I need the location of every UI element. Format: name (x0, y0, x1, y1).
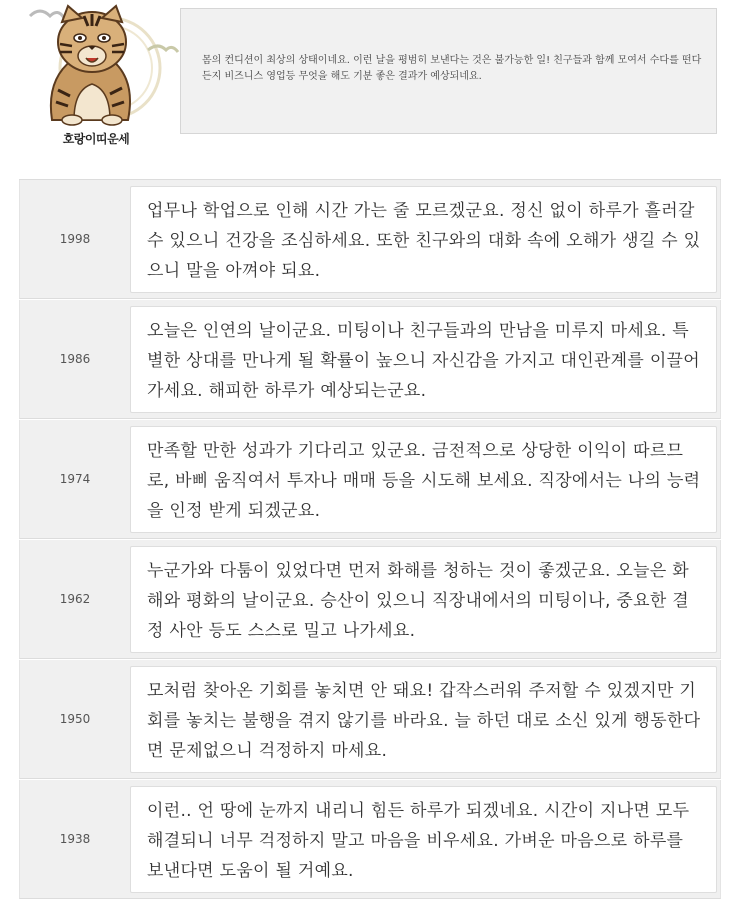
birth-year: 1986 (59, 352, 91, 366)
fortune-row (19, 660, 721, 779)
fortune-by-year-list (19, 179, 721, 899)
fortune-card (130, 786, 717, 893)
fortune-text: 누군가와 다툼이 있었다면 먼저 화해를 청하는 것이 좋겠군요. 오늘은 화해와 평화의 날이군요. 승산이 있으니 직장내에서의 미팅이나, 중요한 결정 사안 등도 스스로 밀고 나가세요. (147, 561, 689, 641)
fortune-text: 오늘은 인연의 날이군요. 미팅이나 친구들과의 만남을 미루지 마세요. 특별한 상대를 만나게 될 확률이 높으니 자신감을 가지고 대인관계를 이끌어 가세요. 해피한 하루가 예상되는군요. (147, 321, 700, 401)
tiger-illustration-icon (24, 2, 180, 132)
fortune-card (130, 306, 717, 413)
fortune-row (19, 180, 721, 299)
fortune-card (130, 186, 717, 293)
birth-year: 1950 (59, 712, 91, 726)
fortune-text: 이런.. 언 땅에 눈까지 내리니 힘든 하루가 되겠네요. 시간이 지나면 모두 해결되니 너무 걱정하지 말고 마음을 비우세요. 가벼운 마음으로 하루를 보낸다면 도움이 될 거예요. (147, 801, 690, 881)
logo-caption: 호랑이띠운세 (62, 132, 130, 146)
fortune-card (130, 546, 717, 653)
summary-box (180, 8, 717, 134)
fortune-card (130, 426, 717, 533)
fortune-text: 업무나 학업으로 인해 시간 가는 줄 모르겠군요. 정신 없이 하루가 흘러갈 수 있으니 건강을 조심하세요. 또한 친구와의 대화 속에 오해가 생길 수 있으니 말을 아껴야 되요. (147, 201, 701, 281)
fortune-text: 만족할 만한 성과가 기다리고 있군요. 금전적으로 상당한 이익이 따르므로, 바삐 움직여서 투자나 매매 등을 시도해 보세요. 직장에서는 나의 능력 을 인정 받게 되겠군요. (147, 441, 701, 521)
fortune-row (19, 300, 721, 419)
birth-year: 1974 (59, 472, 91, 486)
fortune-row (19, 420, 721, 539)
fortune-card (130, 666, 717, 773)
fortune-row (19, 540, 721, 659)
tiger-logo (24, 2, 180, 150)
birth-year: 1938 (59, 832, 91, 846)
summary-text: 몸의 컨디션이 최상의 상태이네요. 이런 날을 평범히 보낸다는 것은 불가능한 일! 친구들과 함께 모여서 수다를 떤다든지 비즈니스 영업등 무엇을 해도 기분 좋은 결과가 예상되네요. (202, 55, 702, 82)
birth-year: 1962 (59, 592, 91, 606)
fortune-header (0, 0, 740, 160)
fortune-row (19, 780, 721, 899)
fortune-text: 모처럼 찾아온 기회를 놓치면 안 돼요! 갑작스러워 주저할 수 있겠지만 기회를 놓치는 불행을 겪지 않기를 바라요. 늘 하던 대로 소신 있게 행동한다면 문제없으니 걱정하지 마세요. (147, 681, 701, 761)
birth-year: 1998 (59, 232, 91, 246)
